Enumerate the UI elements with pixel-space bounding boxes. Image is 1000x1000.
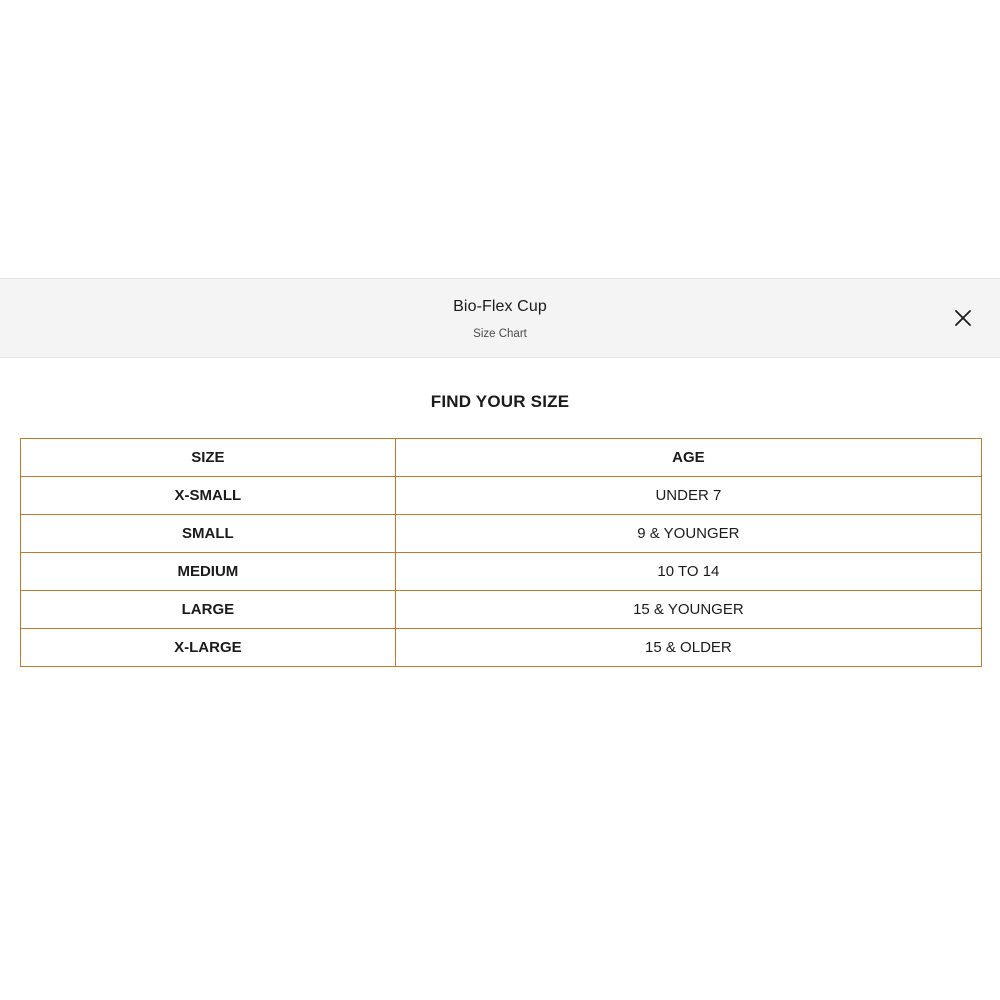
size-chart-table (20, 438, 982, 667)
cell-size: SMALL (21, 515, 396, 553)
modal-title: Bio-Flex Cup (453, 298, 547, 315)
table-row (21, 477, 982, 515)
table-body (21, 477, 982, 667)
table-head (21, 439, 982, 477)
close-icon (953, 308, 973, 328)
cell-age: 15 & YOUNGER (395, 591, 981, 629)
find-your-size-heading: FIND YOUR SIZE (430, 392, 570, 411)
cell-size: LARGE (21, 591, 396, 629)
cell-age: 15 & OLDER (395, 629, 981, 667)
cell-size: MEDIUM (21, 553, 396, 591)
cell-size: X-LARGE (21, 629, 396, 667)
table-row (21, 629, 982, 667)
table-row (21, 553, 982, 591)
close-button[interactable] (946, 301, 980, 335)
table-row (21, 591, 982, 629)
cell-age: 10 TO 14 (395, 553, 981, 591)
table-header-row (21, 439, 982, 477)
modal-header (0, 279, 1000, 358)
size-chart-modal (0, 278, 1000, 702)
cell-age: UNDER 7 (395, 477, 981, 515)
column-header-size: SIZE (21, 439, 396, 477)
cell-age: 9 & YOUNGER (395, 515, 981, 553)
modal-body (0, 358, 1000, 701)
cell-size: X-SMALL (21, 477, 396, 515)
column-header-age: AGE (395, 439, 981, 477)
table-row (21, 515, 982, 553)
modal-subtitle: Size Chart (473, 328, 527, 340)
